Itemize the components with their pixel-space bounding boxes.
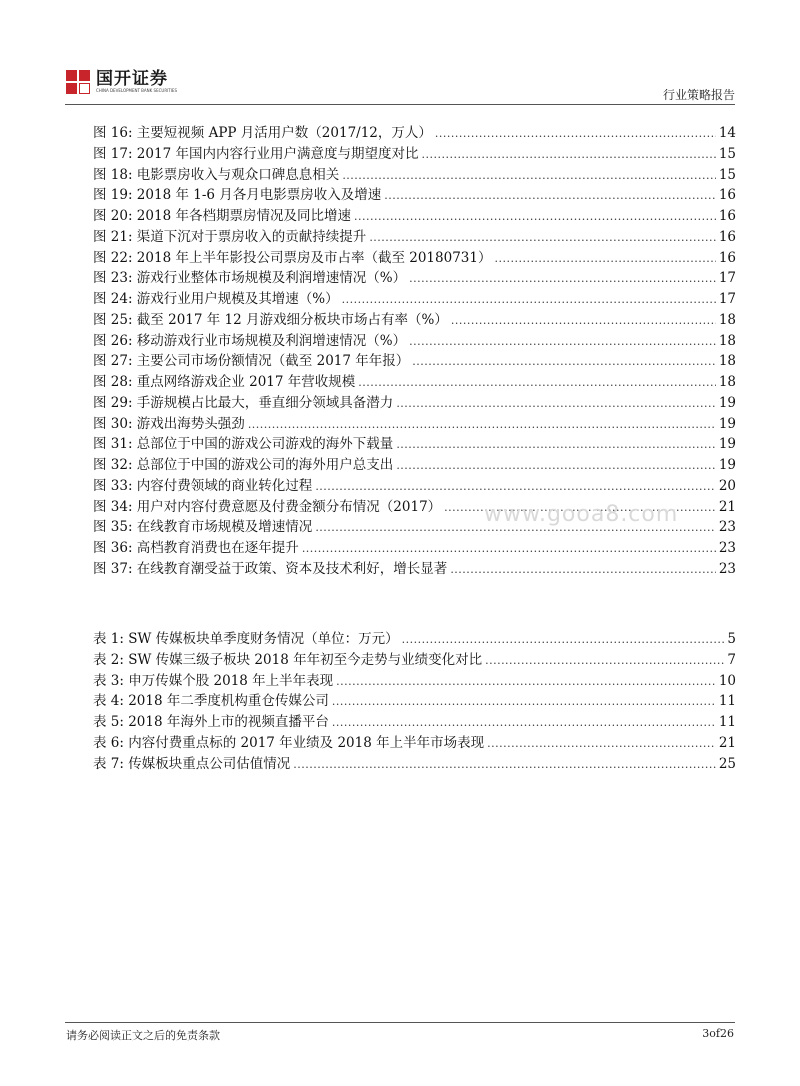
- toc-page-number: 17: [718, 291, 736, 307]
- figure-toc-entry[interactable]: [93, 246, 736, 267]
- toc-page-number: 5: [727, 631, 736, 647]
- dot-leader: [336, 673, 716, 689]
- toc-entry-title: 图 26: 移动游戏行业市场规模及利润增速情况（%）: [93, 332, 407, 349]
- dot-leader: [332, 714, 716, 730]
- toc-entry-title: 图 32: 总部位于中国的游戏公司的海外用户总支出: [93, 457, 394, 473]
- toc-page-number: 16: [718, 208, 736, 224]
- toc-page-number: 18: [718, 353, 736, 370]
- dot-leader: [412, 353, 716, 369]
- figure-toc-entry[interactable]: [93, 474, 736, 495]
- toc-page-number: 11: [718, 714, 736, 730]
- toc-entry-title: 图 23: 游戏行业整体市场规模及利润增速情况（%）: [93, 270, 407, 287]
- figure-toc-entry[interactable]: [93, 121, 736, 142]
- footer-divider: [65, 1022, 735, 1023]
- toc-page-number: 23: [718, 540, 736, 556]
- table-toc-entry[interactable]: [93, 710, 736, 731]
- toc-entry-title: 表 5: 2018 年海外上市的视频直播平台: [93, 714, 329, 730]
- table-toc-entry[interactable]: [93, 627, 736, 648]
- toc-page-number: 15: [718, 166, 736, 183]
- dot-leader: [369, 229, 716, 245]
- toc-page-number: 18: [718, 311, 736, 328]
- toc-entry-title: 图 29: 手游规模占比最大，垂直细分领域具备潜力: [93, 394, 394, 411]
- table-index: [93, 627, 736, 772]
- toc-entry-title: 图 30: 游戏出海势头强劲: [93, 415, 245, 432]
- watermark: www.gooa8.com: [484, 502, 679, 527]
- figure-toc-entry[interactable]: [93, 266, 736, 287]
- dot-leader: [396, 395, 716, 411]
- table-toc-entry[interactable]: [93, 669, 736, 690]
- dot-leader: [450, 561, 716, 577]
- figure-toc-entry[interactable]: [93, 432, 736, 453]
- toc-page-number: 17: [718, 270, 736, 287]
- table-toc-entry[interactable]: [93, 752, 736, 773]
- toc-entry-title: 图 20: 2018 年各档期票房情况及同比增速: [93, 208, 351, 224]
- table-toc-entry[interactable]: [93, 689, 736, 710]
- report-type: 行业策略报告: [662, 88, 735, 102]
- toc-entry-title: 图 16: 主要短视频 APP 月活用户数（2017/12，万人）: [93, 125, 432, 141]
- figure-toc-entry[interactable]: [93, 163, 736, 184]
- toc-entry-title: 表 7: 传媒板块重点公司估值情况: [93, 755, 291, 772]
- toc-entry-title: 图 34: 用户对内容付费意愿及付费金额分布情况（2017）: [93, 498, 442, 515]
- dot-leader: [402, 631, 725, 647]
- toc-entry-title: 图 17: 2017 年国内内容行业用户满意度与期望度对比: [93, 145, 419, 162]
- toc-page-number: 21: [718, 498, 736, 515]
- header-divider: [65, 104, 735, 105]
- dot-leader: [409, 333, 716, 349]
- dot-leader: [358, 374, 716, 390]
- toc-entry-title: 图 18: 电影票房收入与观众口碑息息相关: [93, 166, 340, 183]
- figure-toc-entry[interactable]: [93, 204, 736, 225]
- toc-entry-title: 图 35: 在线教育市场规模及增速情况: [93, 519, 313, 536]
- figure-toc-entry[interactable]: [93, 453, 736, 474]
- toc-entry-title: 图 24: 游戏行业用户规模及其增速（%）: [93, 291, 339, 307]
- dot-leader: [302, 540, 716, 556]
- dot-leader: [409, 270, 716, 286]
- toc-entry-title: 图 21: 渠道下沉对于票房收入的贡献持续提升: [93, 228, 367, 245]
- toc-page-number: 14: [718, 125, 736, 141]
- dot-leader: [485, 652, 724, 668]
- toc-entry-title: 图 36: 高档教育消费也在逐年提升: [93, 540, 299, 556]
- toc-page-number: 25: [718, 755, 736, 772]
- dot-leader: [342, 167, 716, 183]
- toc-entry-title: 表 4: 2018 年二季度机构重仓传媒公司: [93, 693, 329, 710]
- dot-leader: [354, 208, 716, 224]
- toc-page-number: 18: [718, 374, 736, 390]
- toc-page-number: 23: [718, 519, 736, 536]
- toc-entry-title: 表 6: 内容付费重点标的 2017 年业绩及 2018 年上半年市场表现: [93, 734, 485, 751]
- toc-entry-title: 表 1: SW 传媒板块单季度财务情况（单位：万元）: [93, 631, 399, 647]
- figure-toc-entry[interactable]: [93, 287, 736, 308]
- dot-leader: [332, 693, 716, 709]
- figure-toc-entry[interactable]: [93, 225, 736, 246]
- figure-toc-entry[interactable]: [93, 536, 736, 557]
- toc-page-number: 21: [718, 734, 736, 751]
- dot-leader: [248, 416, 716, 432]
- toc-entry-title: 表 2: SW 传媒三级子板块 2018 年年初至今走势与业绩变化对比: [93, 651, 483, 668]
- logo-mark-icon: [66, 70, 90, 94]
- dot-leader: [421, 146, 715, 162]
- table-toc-entry[interactable]: [93, 731, 736, 752]
- logo-name-cn: 国开证券: [96, 69, 168, 89]
- toc-entry-title: 图 31: 总部位于中国的游戏公司游戏的海外下载量: [93, 436, 394, 453]
- toc-page-number: 10: [718, 672, 736, 689]
- figure-toc-entry[interactable]: [93, 412, 736, 433]
- toc-page-number: 19: [718, 436, 736, 453]
- toc-page-number: 15: [718, 145, 736, 162]
- dot-leader: [384, 187, 716, 203]
- toc-entry-title: 图 33: 内容付费领域的商业转化过程: [93, 477, 313, 494]
- toc-page-number: 19: [718, 457, 736, 473]
- toc-entry-title: 图 22: 2018 年上半年影投公司票房及市占率（截至 20180731）: [93, 249, 492, 266]
- figure-toc-entry[interactable]: [93, 183, 736, 204]
- toc-page-number: 19: [718, 415, 736, 432]
- toc-entry-title: 图 25: 截至 2017 年 12 月游戏细分板块市场占有率（%）: [93, 311, 448, 328]
- table-toc-entry[interactable]: [93, 648, 736, 669]
- disclaimer-note: 请务必阅读正文之后的免责条款: [66, 1029, 220, 1042]
- toc-entry-title: 图 19: 2018 年 1-6 月各月电影票房收入及增速: [93, 187, 382, 204]
- toc-page-number: 7: [727, 651, 736, 668]
- toc-entry-title: 图 27: 主要公司市场份额情况（截至 2017 年年报）: [93, 353, 410, 370]
- dot-leader: [342, 291, 716, 307]
- figure-toc-entry[interactable]: [93, 349, 736, 370]
- toc-entry-title: 图 37: 在线教育潮受益于政策、资本及技术利好，增长显著: [93, 560, 448, 577]
- toc-page-number: 16: [718, 187, 736, 204]
- toc-page-number: 20: [718, 477, 736, 494]
- figure-toc-entry[interactable]: [93, 329, 736, 350]
- toc-page-number: 16: [718, 249, 736, 266]
- toc-entry-title: 图 28: 重点网络游戏企业 2017 年营收规模: [93, 374, 356, 390]
- figure-toc-entry[interactable]: [93, 308, 736, 329]
- figure-toc-entry[interactable]: [93, 391, 736, 412]
- dot-leader: [435, 125, 716, 141]
- company-logo: [66, 70, 177, 94]
- figure-toc-entry[interactable]: [93, 370, 736, 391]
- toc-entry-title: 表 3: 申万传媒个股 2018 年上半年表现: [93, 672, 334, 689]
- dot-leader: [494, 250, 715, 266]
- toc-page-number: 11: [718, 693, 736, 710]
- toc-page-number: 19: [718, 394, 736, 411]
- dot-leader: [293, 756, 716, 772]
- figure-toc-entry[interactable]: [93, 142, 736, 163]
- dot-leader: [396, 457, 716, 473]
- dot-leader: [487, 735, 716, 751]
- logo-name-en: CHINA DEVELOPMENT BANK SECURITIES: [96, 88, 177, 93]
- dot-leader: [396, 436, 716, 452]
- toc-page-number: 18: [718, 332, 736, 349]
- page-indicator: 3of26: [702, 1027, 734, 1040]
- dot-leader: [451, 312, 716, 328]
- figure-toc-entry[interactable]: [93, 557, 736, 578]
- dot-leader: [315, 478, 716, 494]
- toc-page-number: 16: [718, 228, 736, 245]
- toc-page-number: 23: [718, 560, 736, 577]
